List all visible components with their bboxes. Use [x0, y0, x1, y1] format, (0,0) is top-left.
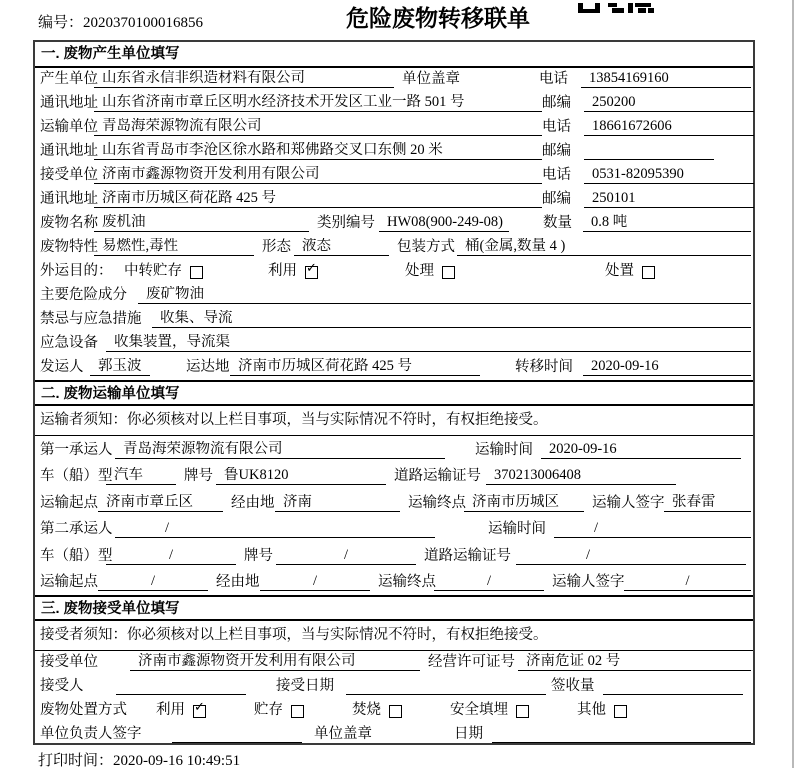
purpose-option-treat: [405, 263, 455, 280]
zip-label: 邮编: [542, 191, 571, 207]
document-number-value: 2020370100016856: [83, 15, 204, 31]
section2-heading: 二. 废物运输单位填写: [35, 380, 753, 406]
second-route-row: [35, 569, 753, 596]
receiver-address-row: [35, 188, 753, 212]
first-vehicle-row: [35, 463, 753, 490]
quantity-label: 数量: [543, 215, 572, 231]
waste-name-row: [35, 212, 753, 236]
physical-form-value: 液态: [294, 238, 389, 256]
via-label: 经由地: [231, 494, 275, 511]
receiver-zip-value: 250101: [584, 190, 754, 208]
waste-name-value: 废机油: [94, 214, 309, 232]
category-code-value: HW08(900-249-08): [379, 214, 509, 232]
page-title: 危险废物转移联单: [346, 5, 530, 31]
received-amount-label: 签收量: [551, 678, 595, 694]
section3-heading: 三. 废物接受单位填写: [35, 595, 753, 621]
qr-code-fragment-icon: [578, 0, 654, 18]
transporter-address-row: [35, 140, 753, 164]
license-number-label: 经营许可证号: [428, 654, 515, 670]
purpose-utilize-label: 利用: [268, 263, 297, 279]
transporter-label: 运输单位: [40, 119, 98, 135]
head-signature-label: 单位负责人签字: [40, 726, 142, 742]
receive-date-value: [346, 694, 546, 695]
physical-form-label: 形态: [262, 239, 291, 255]
vehicle-type-label: 车（船）型: [40, 468, 113, 484]
head-signature-value: [172, 742, 302, 743]
second-carrier-signature-value: /: [624, 573, 751, 591]
waste-name-label: 废物名称: [40, 215, 98, 231]
disposal-landfill-label: 安全填埋: [450, 702, 508, 718]
disposal-utilize-checkmark: ✓: [194, 700, 205, 715]
receiver-phone-value: 0531-82095390: [584, 166, 754, 184]
transporter-address-value: 山东省青岛市李沧区徐水路和郑佛路交叉口东侧 20 米: [94, 142, 542, 160]
destination-label: 运达地: [186, 359, 230, 375]
transporter-value: 青岛海荣源物流有限公司: [94, 118, 542, 136]
disposal-method-row: [35, 699, 753, 723]
plate-number-label: 牌号: [184, 468, 213, 484]
second-carrier-row: [35, 516, 753, 543]
license-number-value: 济南危证 02 号: [518, 653, 751, 671]
purpose-option-dispose: [605, 263, 655, 280]
first-origin-value: 济南市章丘区: [98, 494, 223, 512]
consignor-label: 发运人: [40, 359, 84, 375]
purpose-option-transfer-storage: [124, 263, 203, 280]
first-carrier-row: [35, 436, 753, 463]
vehicle-type-label: 车（船）型: [40, 547, 113, 564]
destination-value: 济南市历城区荷花路 425 号: [230, 358, 480, 376]
sign-date-label: 日期: [454, 726, 483, 742]
phone-label: 电话: [542, 167, 571, 183]
transport-time-label: 运输时间: [475, 441, 533, 458]
receiver-address-value: 济南市历城区荷花路 425 号: [94, 190, 542, 208]
disposal-method-label: 废物处置方式: [40, 702, 127, 718]
origin-label: 运输起点: [40, 494, 98, 511]
first-plate-number-value: 鲁UK8120: [216, 467, 386, 485]
endpoint-label: 运输终点: [408, 494, 466, 511]
plate-number-label: 牌号: [244, 547, 273, 564]
receiving-unit-label: 接受单位: [40, 654, 98, 670]
disposal-utilize-checkbox: [193, 700, 206, 718]
carrier-signature-label: 运输人签字: [552, 574, 625, 590]
taboo-measures-value: 收集、导流: [152, 310, 751, 328]
disposal-option-other: [577, 702, 627, 719]
via-label: 经由地: [216, 574, 260, 590]
utilize-checkbox: [305, 261, 318, 279]
transfer-storage-checkbox: [190, 266, 203, 279]
document-number: [38, 11, 203, 32]
second-via-value: /: [260, 573, 370, 591]
second-plate-number-value: /: [276, 547, 416, 565]
disposal-store-checkbox: [291, 705, 304, 718]
transporter-notice-text: 运输者须知：你必须核对以上栏目事项，当与实际情况不符时，有权拒绝接受。: [40, 412, 548, 428]
emergency-equipment-row: [35, 332, 753, 356]
first-route-row: [35, 489, 753, 516]
main-hazard-value: 废矿物油: [138, 286, 751, 304]
unit-seal-label: 单位盖章: [402, 71, 460, 87]
address-label: 通讯地址: [40, 95, 98, 111]
first-endpoint-value: 济南市历城区: [464, 494, 584, 512]
waste-characteristics-label: 废物特性: [40, 239, 98, 255]
utilize-checkmark: ✓: [306, 261, 317, 276]
second-transport-time-value: /: [554, 520, 751, 538]
phone-label: 电话: [539, 71, 568, 87]
receiver-notice-text: 接受者须知：你必须核对以上栏目事项，当与实际情况不符时，有权拒绝接受。: [40, 627, 548, 643]
print-time-value: 2020-09-16 10:49:51: [113, 753, 241, 768]
second-vehicle-row: [35, 542, 753, 569]
transfer-time-value: 2020-09-16: [583, 358, 751, 376]
disposal-other-label: 其他: [577, 702, 606, 718]
disposal-incinerate-checkbox: [389, 705, 402, 718]
received-amount-value: [603, 694, 743, 695]
category-code-label: 类别编号: [317, 215, 375, 231]
disposal-option-store: [254, 702, 304, 719]
taboo-measures-label: 禁忌与应急措施: [40, 311, 142, 327]
second-carrier-value: /: [115, 520, 435, 538]
producer-address-row: [35, 92, 753, 116]
first-carrier-label: 第一承运人: [40, 441, 113, 458]
disposal-incinerate-label: 焚烧: [352, 702, 381, 718]
head-signature-row: [35, 723, 753, 747]
emergency-equipment-value: 收集装置，导流渠: [106, 334, 751, 352]
producer-zip-value: 250200: [584, 94, 754, 112]
transporter-phone-value: 18661672606: [584, 118, 754, 136]
producer-address-value: 山东省济南市章丘区明水经济技术开发区工业一路 501 号: [94, 94, 542, 112]
packaging-value: 桶(金属,数量 4 ): [457, 238, 751, 256]
unit-seal-label: 单位盖章: [314, 726, 372, 742]
first-carrier-signature-value: 张春雷: [664, 494, 751, 512]
outbound-purpose-label: 外运目的：: [40, 263, 113, 279]
first-via-value: 济南: [275, 494, 400, 512]
manifest-form: [33, 40, 755, 745]
second-endpoint-value: /: [434, 573, 544, 591]
first-carrier-value: 青岛海荣源物流有限公司: [115, 441, 445, 459]
zip-label: 邮编: [542, 95, 571, 111]
waste-characteristics-value: 易燃性,毒性: [94, 238, 254, 256]
transporter-notice-row: [35, 406, 753, 436]
receiver-value: 济南市鑫源物资开发利用有限公司: [94, 166, 542, 184]
address-label: 通讯地址: [40, 143, 98, 159]
main-hazard-label: 主要危险成分: [40, 287, 127, 303]
receiver-row: [35, 164, 753, 188]
disposal-option-landfill: [450, 702, 529, 719]
disposal-utilize-label: 利用: [156, 702, 185, 718]
section1-heading: 一. 废物产生单位填写: [35, 42, 753, 68]
sign-date-value: [492, 742, 751, 743]
waste-characteristics-row: [35, 236, 753, 260]
receiver-notice-row: [35, 621, 753, 651]
disposal-store-label: 贮存: [254, 702, 283, 718]
origin-label: 运输起点: [40, 574, 98, 590]
zip-label: 邮编: [542, 143, 571, 159]
road-permit-label: 道路运输证号: [424, 547, 511, 564]
road-permit-label: 道路运输证号: [394, 468, 481, 484]
receiver-label: 接受单位: [40, 167, 98, 183]
receiver-person-label: 接受人: [40, 678, 84, 694]
purpose-treat-label: 处理: [405, 263, 434, 279]
dispose-checkbox: [642, 266, 655, 279]
packaging-label: 包装方式: [397, 239, 455, 255]
disposal-other-checkbox: [614, 705, 627, 718]
transfer-time-label: 转移时间: [515, 359, 573, 375]
consignor-row: [35, 356, 753, 380]
taboo-measures-row: [35, 308, 753, 332]
print-time: [38, 749, 240, 768]
treat-checkbox: [442, 266, 455, 279]
second-vehicle-type-value: /: [106, 547, 236, 565]
address-label: 通讯地址: [40, 191, 98, 207]
main-hazard-row: [35, 284, 753, 308]
first-transport-time-value: 2020-09-16: [541, 441, 741, 459]
disposal-landfill-checkbox: [516, 705, 529, 718]
quantity-value: 0.8 吨: [583, 214, 751, 232]
producer-label: 产生单位: [40, 71, 98, 87]
document-number-label: 编号：: [38, 15, 84, 31]
purpose-transfer-storage-label: 中转贮存: [124, 263, 182, 279]
receiving-unit-row: [35, 651, 753, 675]
outbound-purpose-row: [35, 260, 753, 284]
endpoint-label: 运输终点: [378, 574, 436, 590]
first-road-permit-value: 370213006408: [486, 467, 676, 485]
print-time-label: 打印时间：: [38, 753, 114, 768]
receiving-unit-value: 济南市鑫源物资开发利用有限公司: [130, 653, 420, 671]
disposal-option-incinerate: [352, 702, 402, 719]
emergency-equipment-label: 应急设备: [40, 335, 98, 351]
producer-value: 山东省永信非织造材料有限公司: [94, 70, 394, 88]
purpose-dispose-label: 处置: [605, 263, 634, 279]
receiver-person-value: [116, 694, 246, 695]
phone-label: 电话: [542, 119, 571, 135]
first-vehicle-type-value: 汽车: [106, 467, 176, 485]
carrier-signature-label: 运输人签字: [592, 494, 665, 511]
disposal-option-utilize: [156, 702, 206, 719]
producer-phone-value: 13854169160: [581, 70, 751, 88]
purpose-option-utilize: [268, 263, 318, 280]
transporter-row: [35, 116, 753, 140]
transport-time-label: 运输时间: [488, 521, 546, 537]
receiver-person-row: [35, 675, 753, 699]
receive-date-label: 接受日期: [276, 678, 334, 694]
second-carrier-label: 第二承运人: [40, 521, 113, 537]
second-origin-value: /: [98, 573, 208, 591]
consignor-value: 郭玉波: [90, 358, 150, 376]
transporter-zip-value: [584, 159, 714, 160]
producer-row: [35, 68, 753, 92]
second-road-permit-value: /: [516, 547, 746, 565]
